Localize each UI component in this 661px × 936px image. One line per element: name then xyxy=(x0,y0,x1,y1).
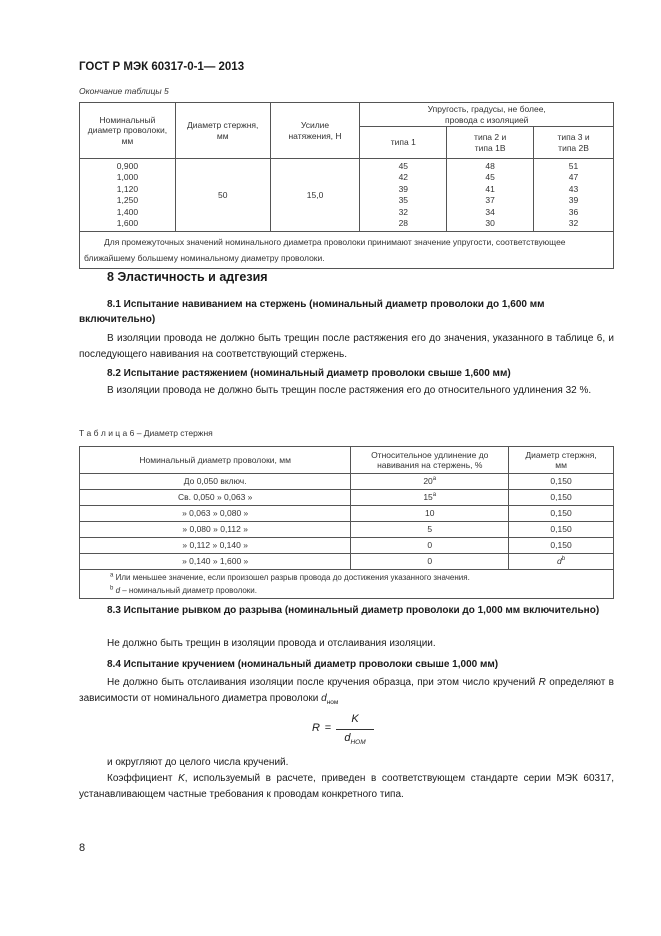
t5-head-diameter: Номинальный диаметр проволоки, мм xyxy=(80,103,176,159)
formula-lhs: R xyxy=(312,722,320,734)
t5-type1-value: 45 xyxy=(398,160,409,171)
subsection-8-4-title: 8.4 Испытание кручением (номинальный диаметр проволоки свыше 1,000 мм) xyxy=(107,659,499,670)
t5-diameter: 1,250 xyxy=(116,195,139,205)
rounding-text: и округляют до целого числа кручений. xyxy=(107,757,289,768)
table-row xyxy=(80,522,614,538)
t5-type2-value: 30 xyxy=(485,218,495,228)
table6-caption: Т а б л и ц а 6 – Диаметр стержня xyxy=(79,428,213,438)
page-number: 8 xyxy=(79,842,86,854)
fraction-bar xyxy=(336,729,374,730)
t5-type2-value: 34 xyxy=(485,206,495,217)
t5-type1-value: 42 xyxy=(398,172,409,182)
subsection-8-1-text: В изоляции провода не должно быть трещин после растяжения его до значения, указанного в таблице 6, и последующего навивания на соответствующий стержень. xyxy=(79,333,614,360)
table-row xyxy=(80,554,614,570)
t5-type1-value: 32 xyxy=(398,206,409,217)
table6 xyxy=(79,446,614,599)
formula-denominator: $d_{НОМ}$ xyxy=(344,732,366,747)
t6-footnote-a: $^a$ Или меньшее значение, если произошел разрыв провода до достижения указанного значения. xyxy=(110,572,470,582)
t6-footnote-mark: b xyxy=(561,556,566,563)
subsection-8-2-text: В изоляции провода не должно быть трещин после растяжения его до относительного удлинения 32 %. xyxy=(107,385,592,396)
t5-type3-value: 39 xyxy=(568,195,579,205)
subsection-8-4-text: Не должно быть отслаивания изоляции после кручения образца, при этом число кручений R определяют в зависимости от номинального диаметра проволоки $d_{ном}$ xyxy=(79,677,614,706)
subsection-8-2-title: 8.2 Испытание растяжением (номинальный диаметр проволоки свыше 1,600 мм) xyxy=(107,368,511,379)
t5-diameter: 1,000 xyxy=(116,172,139,182)
t5-diameter: 1,400 xyxy=(116,206,139,217)
t6-elongation: 0 xyxy=(351,554,509,570)
t5-type2-value: 48 xyxy=(485,160,495,171)
t6-head-elongation: Относительное удлинение до навивания на стержень, % xyxy=(351,447,509,474)
t5-type2-cell xyxy=(447,159,534,232)
t6-rod: 0,150 xyxy=(509,474,614,490)
subsection-8-3-text: Не должно быть трещин в изоляции провода и отслаивания изоляции. xyxy=(107,638,436,649)
t6-head-rod: Диаметр стержня, мм xyxy=(509,447,614,474)
subsection-8-1-title: 8.1 Испытание навиванием на стержень (номинальный диаметр проволоки до 1,600 мм включительно) xyxy=(79,299,545,325)
table-row xyxy=(80,506,614,522)
t6-footnotes xyxy=(80,570,614,599)
t6-diameter: » 0,140 » 1,600 » xyxy=(80,554,351,570)
t6-rod: 0,150 xyxy=(509,490,614,506)
t5-type3-value: 43 xyxy=(568,183,579,194)
section-title: 8 Эластичность и адгезия xyxy=(107,270,268,284)
subsection-8-3-title: 8.3 Испытание рывком до разрыва (номинальный диаметр проволоки до 1,000 мм включительно) xyxy=(107,605,600,616)
t6-elongation: 5 xyxy=(351,522,509,538)
t5-head-rod: Диаметр стержня, мм xyxy=(175,103,270,159)
formula-equals: = xyxy=(324,722,332,734)
t5-type1-value: 28 xyxy=(398,218,409,228)
t5-type3-cell xyxy=(534,159,614,232)
torsion-formula xyxy=(310,712,380,748)
t5-diameters-cell xyxy=(80,159,176,232)
t5-force-value: 15,0 xyxy=(270,159,360,232)
t5-type1-cell xyxy=(360,159,447,232)
t5-type3-value: 36 xyxy=(568,206,579,217)
t5-type1-value: 39 xyxy=(398,183,409,194)
t5-type2-value: 41 xyxy=(485,183,495,194)
t5-head-type1: типа 1 xyxy=(360,127,447,159)
t5-type3-value: 51 xyxy=(568,160,579,171)
t5-type2-value: 45 xyxy=(485,172,495,182)
t5-head-springiness: Упругость, градусы, не более, провода с изоляцией xyxy=(360,103,614,127)
t5-rod-value: 50 xyxy=(175,159,270,232)
t6-diameter: До 0,050 включ. xyxy=(80,474,351,490)
t6-elongation-cell xyxy=(351,474,509,490)
t6-footnote-b: $^b$ d – номинальный диаметр проволоки. xyxy=(110,585,257,595)
t6-rod: 0,150 xyxy=(509,506,614,522)
t6-diameter: » 0,063 » 0,080 » xyxy=(80,506,351,522)
t5-type2-value: 37 xyxy=(485,195,495,205)
formula-numerator: K xyxy=(351,713,359,725)
t6-rod-var: d xyxy=(557,556,562,567)
t6-diameter: » 0,112 » 0,140 » xyxy=(80,538,351,554)
t6-head-diameter: Номинальный диаметр проволоки, мм xyxy=(80,447,351,474)
t6-footnote-mark: a xyxy=(432,492,437,499)
table-row xyxy=(80,490,614,506)
t6-elongation-cell xyxy=(351,490,509,506)
t6-rod-cell xyxy=(509,554,614,570)
t5-diameter: 0,900 xyxy=(116,160,139,171)
t5-diameter: 1,600 xyxy=(116,218,139,228)
t6-elongation: 0 xyxy=(351,538,509,554)
t5-type1-value: 35 xyxy=(398,195,409,205)
t6-elongation: 15 xyxy=(423,492,433,503)
t5-head-force: Усилие натяжения, Н xyxy=(270,103,360,159)
table5-caption: Окончание таблицы 5 xyxy=(79,86,169,96)
t5-diameter: 1,120 xyxy=(116,183,139,194)
t6-diameter: Св. 0,050 » 0,063 » xyxy=(80,490,351,506)
t6-footnote-mark: a xyxy=(432,476,437,483)
t6-rod: 0,150 xyxy=(509,522,614,538)
coefficient-text: Коэффициент K, используемый в расчете, приведен в соответствующем стандарте серии МЭК 60317, устанавливающем частные требования к проводам конкретного типа. xyxy=(79,773,614,800)
t5-type3-value: 47 xyxy=(568,172,579,182)
t5-type3-value: 32 xyxy=(568,218,579,228)
t6-diameter: » 0,080 » 0,112 » xyxy=(80,522,351,538)
t5-head-type3: типа 3 и типа 2В xyxy=(534,127,614,159)
t6-elongation: 20 xyxy=(423,476,433,487)
document-header: ГОСТ Р МЭК 60317-0-1— 2013 xyxy=(79,61,245,73)
table-row xyxy=(80,538,614,554)
table5 xyxy=(79,102,614,269)
t6-elongation: 10 xyxy=(351,506,509,522)
t5-note: Для промежуточных значений номинального диаметра проволоки принимают значение упругости, соответствующее ближайшему большему номинальному диаметру проволоки. xyxy=(80,232,614,269)
t6-rod: 0,150 xyxy=(509,538,614,554)
table-row xyxy=(80,474,614,490)
t5-head-type2: типа 2 и типа 1В xyxy=(447,127,534,159)
